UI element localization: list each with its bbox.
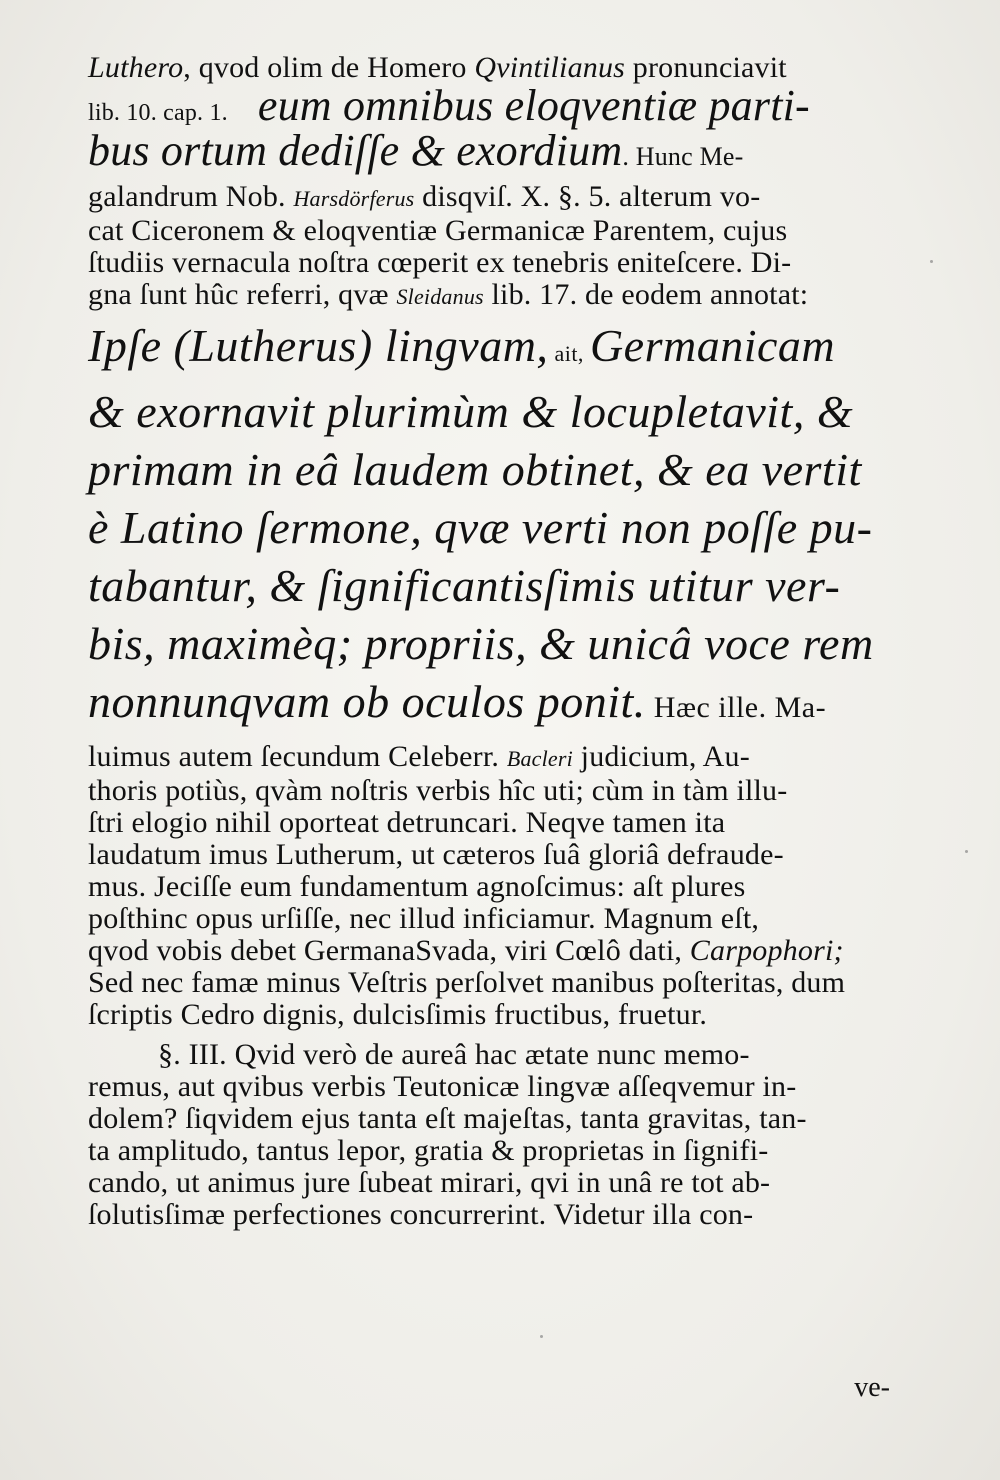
text-line-4: galandrum Nob. Harsdörferus disqviſ. X. §. 5. alterum vo- — [88, 180, 761, 213]
text-line-7: gna ſunt hûc referri, qvæ Sleidanus lib. 17. de eodem annotat: — [88, 278, 809, 311]
text-line-20: cando, ut animus jure ſubeat mirari, qvi in unâ re tot ab- — [88, 1166, 771, 1199]
text-line-6: ſtudiis vernacula noſtra cœperit ex tenebris eniteſcere. Di- — [88, 246, 792, 279]
text-line-18: dolem? ſiqvidem ejus tanta eſt majeſtas, tanta gravitas, tan- — [88, 1102, 807, 1135]
quote-line-2: & exornavit plurimùm & locupletavit, & — [88, 386, 854, 437]
quote-line-6: bis, maximèq; propriis, & unicâ voce rem — [88, 618, 874, 669]
text-line-13: poſthinc opus urſiſſe, nec illud inficiamur. Magnum eſt, — [88, 902, 760, 935]
text-line-10: ſtri elogio nihil oporteat detruncari. Neqve tamen ita — [88, 806, 726, 839]
text-line-11: laudatum imus Lutherum, ut cæteros ſuâ gloriâ defraude- — [88, 838, 784, 871]
quote-line-7: nonnunqvam ob oculos ponit. Hæc ille. Ma- — [88, 676, 827, 727]
quote-line-3: primam in eâ laudem obtinet, & ea vertit — [88, 444, 862, 495]
section-heading-line: §. III. Qvid verò de aureâ hac ætate nunc memo- — [158, 1038, 750, 1071]
ink-speck — [965, 850, 968, 853]
text-line-15: Sed nec famæ minus Veſtris perſolvet manibus poſteritas, dum — [88, 966, 846, 999]
text-line-5: cat Ciceronem & eloqventiæ Germanicæ Parentem, cujus — [88, 214, 788, 247]
text-line-8: luimus autem ſecundum Celeberr. Bacleri judicium, Au- — [88, 740, 750, 773]
text-line-16: ſcriptis Cedro dignis, dulcisſimis fructibus, fruetur. — [88, 998, 708, 1031]
text-line-17: remus, aut qvibus verbis Teutonicæ lingvæ aſſeqvemur in- — [88, 1070, 797, 1103]
page-text — [88, 52, 908, 1231]
text-line-19: ta amplitudo, tantus lepor, gratia & proprietas in ſignifi- — [88, 1134, 769, 1167]
text-line-2: lib. 10. cap. 1. eum omnibus eloqventiæ parti- — [88, 81, 810, 130]
text-line-12: mus. Jeciſſe eum fundamentum agnoſcimus: aſt plures — [88, 870, 746, 903]
catchword: ve- — [854, 1372, 890, 1403]
text-line-21: ſolutisſimæ perfectiones concurrerint. Videtur illa con- — [88, 1198, 754, 1231]
quote-line-5: tabantur, & ſignificantisſimis utitur ver- — [88, 560, 841, 611]
quote-line-4: è Latino ſermone, qvæ verti non poſſe pu- — [88, 502, 873, 553]
quote-line-1: Ipſe (Lutherus) lingvam, ait, Germanicam — [88, 320, 836, 371]
text-line-1: Luthero, qvod olim de Homero Qvintilianus pronunciavit — [88, 51, 787, 84]
text-line-3: bus ortum dediſſe & exordium. Hunc Me- — [88, 126, 744, 175]
ink-speck — [930, 260, 933, 263]
ink-speck — [540, 1335, 543, 1338]
text-line-14: qvod vobis debet GermanaSvada, viri Cœlô dati, Carpophori; — [88, 934, 844, 967]
text-line-9: thoris potiùs, qvàm noſtris verbis hîc uti; cùm in tàm illu- — [88, 774, 788, 807]
